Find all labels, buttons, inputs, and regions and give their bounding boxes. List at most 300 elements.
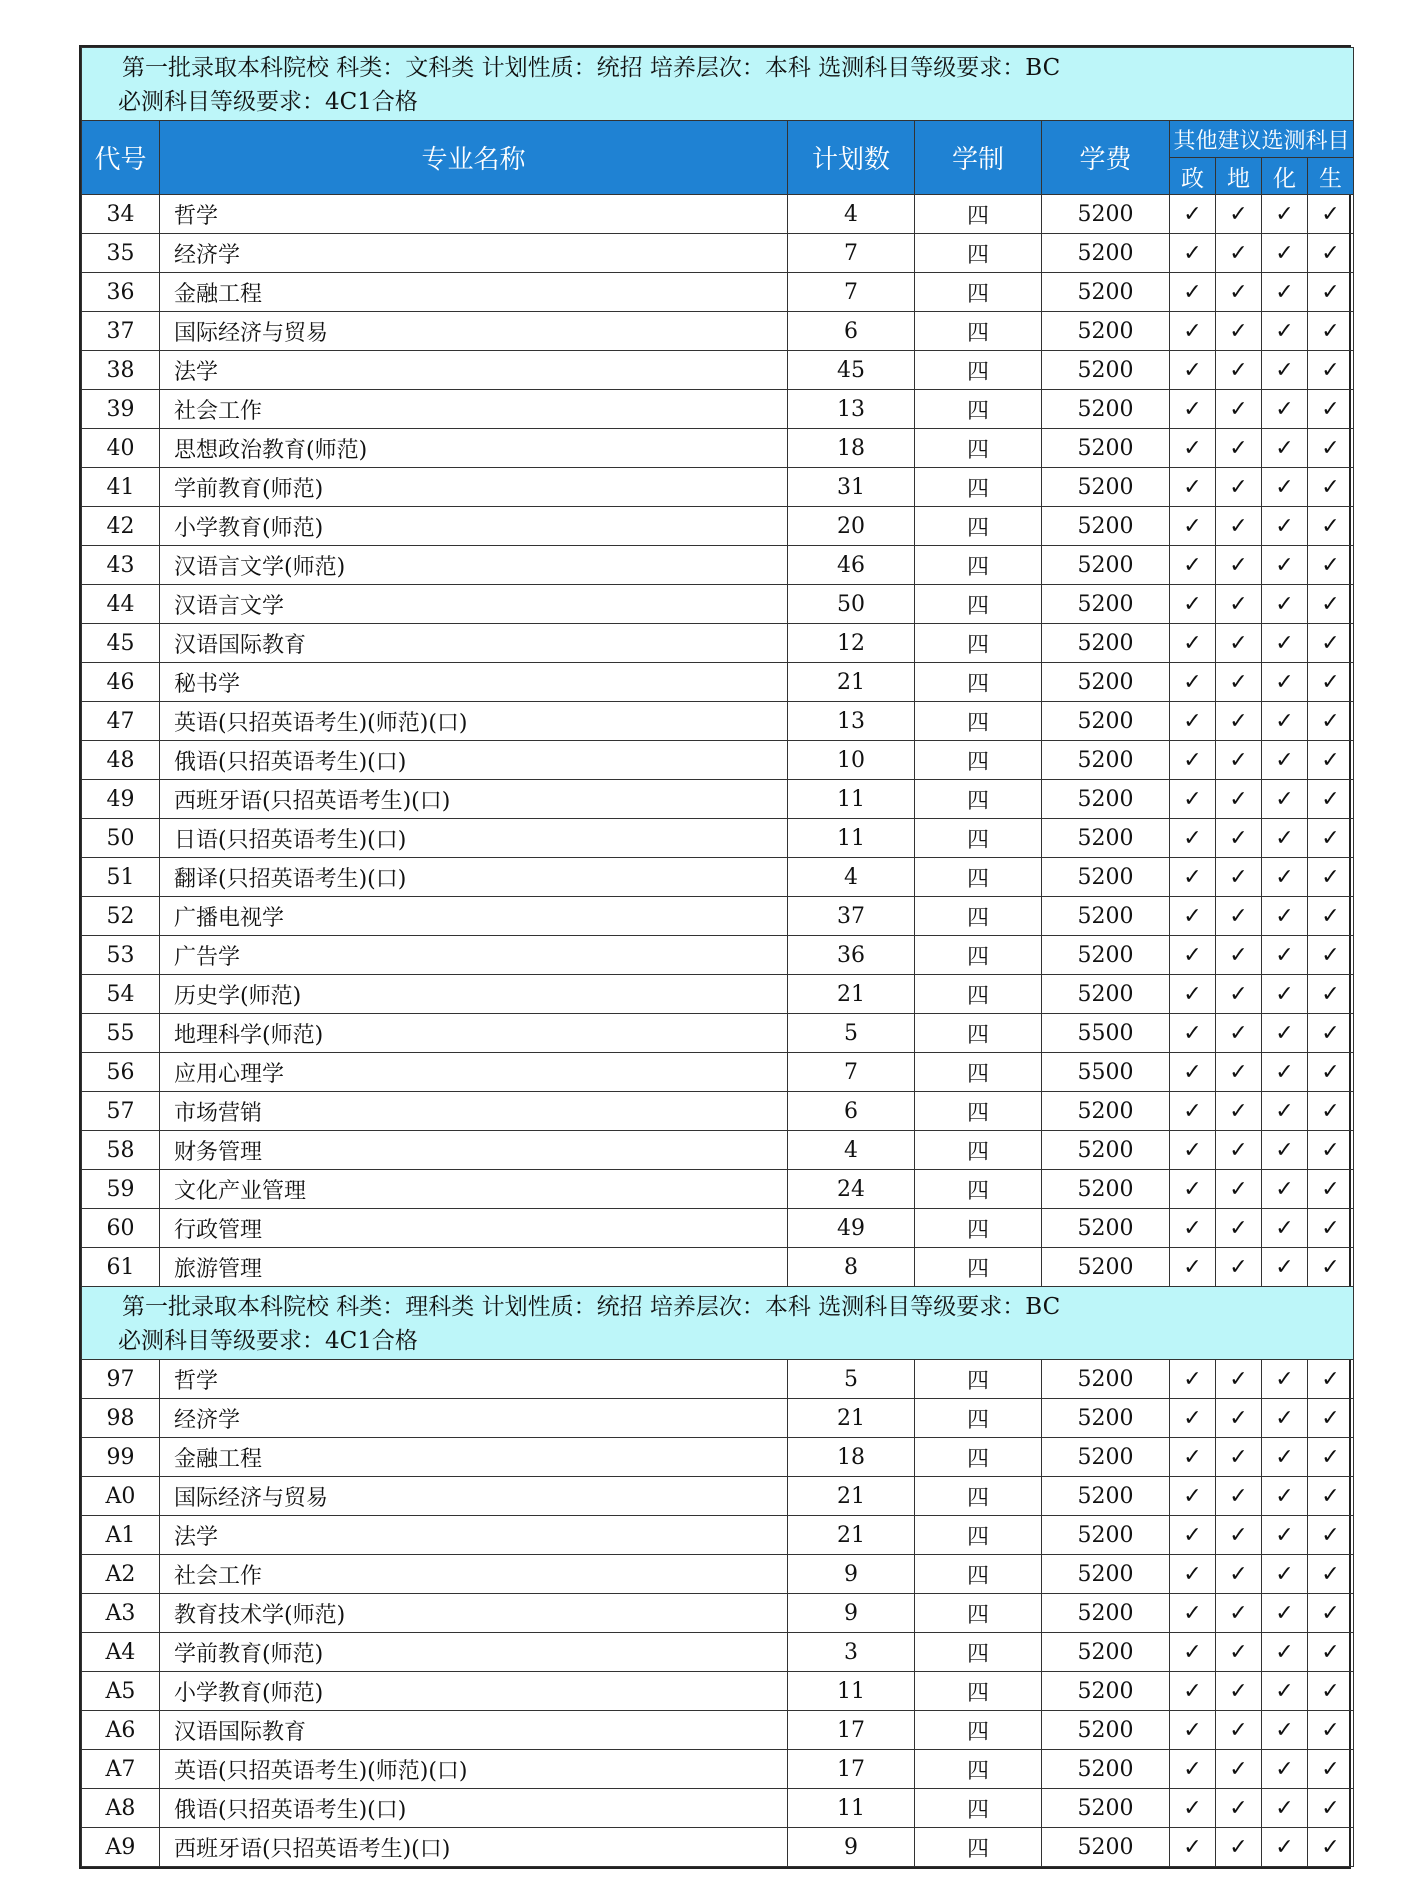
- row-plan-count: 11: [788, 1789, 915, 1828]
- table-row: [82, 624, 1354, 663]
- header-code: 代号: [82, 121, 160, 195]
- check-geography-icon: ✓: [1216, 1555, 1262, 1594]
- row-code: 41: [82, 468, 160, 507]
- check-biology-icon: ✓: [1308, 1789, 1354, 1828]
- row-duration: 四: [915, 1053, 1042, 1092]
- row-fee: 5200: [1042, 1092, 1170, 1131]
- check-geography-icon: ✓: [1216, 858, 1262, 897]
- check-geography-icon: ✓: [1216, 819, 1262, 858]
- row-major-name: 汉语言文学(师范): [160, 546, 788, 585]
- row-code: 50: [82, 819, 160, 858]
- row-duration: 四: [915, 1594, 1042, 1633]
- row-duration: 四: [915, 234, 1042, 273]
- row-plan-count: 4: [788, 1131, 915, 1170]
- table-row: [82, 741, 1354, 780]
- check-chemistry-icon: ✓: [1262, 351, 1308, 390]
- check-geography-icon: ✓: [1216, 897, 1262, 936]
- row-code: 51: [82, 858, 160, 897]
- table-row: [82, 1516, 1354, 1555]
- row-plan-count: 8: [788, 1248, 915, 1287]
- table-row: [82, 780, 1354, 819]
- check-geography-icon: ✓: [1216, 507, 1262, 546]
- check-biology-icon: ✓: [1308, 429, 1354, 468]
- row-duration: 四: [915, 780, 1042, 819]
- row-code: 42: [82, 507, 160, 546]
- check-politics-icon: ✓: [1170, 507, 1216, 546]
- row-fee: 5200: [1042, 1750, 1170, 1789]
- row-major-name: 国际经济与贸易: [160, 312, 788, 351]
- header-subject-politics: 政: [1170, 158, 1216, 195]
- table-row: [82, 663, 1354, 702]
- row-major-name: 哲学: [160, 1360, 788, 1399]
- row-fee: 5200: [1042, 1131, 1170, 1170]
- table-row: [82, 1092, 1354, 1131]
- row-duration: 四: [915, 351, 1042, 390]
- row-plan-count: 4: [788, 858, 915, 897]
- row-major-name: 小学教育(师范): [160, 507, 788, 546]
- check-politics-icon: ✓: [1170, 351, 1216, 390]
- row-code: A5: [82, 1672, 160, 1711]
- table-row: [82, 546, 1354, 585]
- header-subject-biology: 生: [1308, 158, 1354, 195]
- row-plan-count: 5: [788, 1014, 915, 1053]
- check-geography-icon: ✓: [1216, 195, 1262, 234]
- row-duration: 四: [915, 897, 1042, 936]
- row-major-name: 西班牙语(只招英语考生)(口): [160, 780, 788, 819]
- table-row: [82, 1014, 1354, 1053]
- row-major-name: 学前教育(师范): [160, 1633, 788, 1672]
- row-code: 44: [82, 585, 160, 624]
- row-major-name: 思想政治教育(师范): [160, 429, 788, 468]
- row-duration: 四: [915, 429, 1042, 468]
- header-duration: 学制: [915, 121, 1042, 195]
- check-chemistry-icon: ✓: [1262, 1131, 1308, 1170]
- row-fee: 5200: [1042, 1209, 1170, 1248]
- table-row: [82, 1360, 1354, 1399]
- banner-line-1: 第一批录取本科院校 科类：理科类 计划性质：统招 培养层次：本科 选测科目等级要求：BC: [122, 1294, 1061, 1320]
- header-subject-geography: 地: [1216, 158, 1262, 195]
- row-plan-count: 10: [788, 741, 915, 780]
- row-fee: 5200: [1042, 1360, 1170, 1399]
- row-duration: 四: [915, 702, 1042, 741]
- row-major-name: 俄语(只招英语考生)(口): [160, 741, 788, 780]
- row-duration: 四: [915, 1014, 1042, 1053]
- row-duration: 四: [915, 1672, 1042, 1711]
- row-duration: 四: [915, 741, 1042, 780]
- row-code: A8: [82, 1789, 160, 1828]
- check-geography-icon: ✓: [1216, 1711, 1262, 1750]
- check-geography-icon: ✓: [1216, 1092, 1262, 1131]
- table-row: [82, 1828, 1354, 1867]
- check-politics-icon: ✓: [1170, 234, 1216, 273]
- row-fee: 5200: [1042, 585, 1170, 624]
- row-code: 54: [82, 975, 160, 1014]
- table-row: [82, 468, 1354, 507]
- check-politics-icon: ✓: [1170, 1131, 1216, 1170]
- row-plan-count: 13: [788, 390, 915, 429]
- section-banner-cell: [82, 1287, 1354, 1360]
- row-plan-count: 37: [788, 897, 915, 936]
- row-major-name: 经济学: [160, 234, 788, 273]
- row-fee: 5200: [1042, 780, 1170, 819]
- check-chemistry-icon: ✓: [1262, 234, 1308, 273]
- check-politics-icon: ✓: [1170, 624, 1216, 663]
- check-geography-icon: ✓: [1216, 1248, 1262, 1287]
- check-biology-icon: ✓: [1308, 1672, 1354, 1711]
- row-plan-count: 45: [788, 351, 915, 390]
- check-biology-icon: ✓: [1308, 312, 1354, 351]
- table-row: [82, 1555, 1354, 1594]
- row-plan-count: 4: [788, 195, 915, 234]
- admission-plan-table: [81, 47, 1354, 1867]
- row-plan-count: 11: [788, 1672, 915, 1711]
- check-geography-icon: ✓: [1216, 1053, 1262, 1092]
- table-row: [82, 897, 1354, 936]
- check-chemistry-icon: ✓: [1262, 1516, 1308, 1555]
- check-politics-icon: ✓: [1170, 1399, 1216, 1438]
- row-code: 43: [82, 546, 160, 585]
- row-plan-count: 9: [788, 1828, 915, 1867]
- row-code: 99: [82, 1438, 160, 1477]
- check-geography-icon: ✓: [1216, 936, 1262, 975]
- row-plan-count: 11: [788, 780, 915, 819]
- table-header-row: [82, 121, 1354, 158]
- check-chemistry-icon: ✓: [1262, 195, 1308, 234]
- check-politics-icon: ✓: [1170, 897, 1216, 936]
- check-geography-icon: ✓: [1216, 624, 1262, 663]
- check-politics-icon: ✓: [1170, 975, 1216, 1014]
- check-chemistry-icon: ✓: [1262, 1477, 1308, 1516]
- row-major-name: 金融工程: [160, 273, 788, 312]
- check-biology-icon: ✓: [1308, 780, 1354, 819]
- row-fee: 5200: [1042, 468, 1170, 507]
- row-fee: 5200: [1042, 1516, 1170, 1555]
- row-major-name: 应用心理学: [160, 1053, 788, 1092]
- check-politics-icon: ✓: [1170, 390, 1216, 429]
- row-fee: 5200: [1042, 1248, 1170, 1287]
- row-major-name: 文化产业管理: [160, 1170, 788, 1209]
- row-duration: 四: [915, 1248, 1042, 1287]
- row-major-name: 地理科学(师范): [160, 1014, 788, 1053]
- check-chemistry-icon: ✓: [1262, 663, 1308, 702]
- row-major-name: 西班牙语(只招英语考生)(口): [160, 1828, 788, 1867]
- check-politics-icon: ✓: [1170, 468, 1216, 507]
- row-fee: 5200: [1042, 1711, 1170, 1750]
- check-politics-icon: ✓: [1170, 741, 1216, 780]
- row-fee: 5200: [1042, 1477, 1170, 1516]
- row-duration: 四: [915, 819, 1042, 858]
- check-geography-icon: ✓: [1216, 1477, 1262, 1516]
- row-duration: 四: [915, 1360, 1042, 1399]
- row-code: 60: [82, 1209, 160, 1248]
- row-duration: 四: [915, 585, 1042, 624]
- check-politics-icon: ✓: [1170, 1633, 1216, 1672]
- row-major-name: 经济学: [160, 1399, 788, 1438]
- check-geography-icon: ✓: [1216, 975, 1262, 1014]
- check-politics-icon: ✓: [1170, 936, 1216, 975]
- check-chemistry-icon: ✓: [1262, 1828, 1308, 1867]
- check-biology-icon: ✓: [1308, 1399, 1354, 1438]
- check-geography-icon: ✓: [1216, 546, 1262, 585]
- check-biology-icon: ✓: [1308, 624, 1354, 663]
- check-geography-icon: ✓: [1216, 780, 1262, 819]
- check-politics-icon: ✓: [1170, 780, 1216, 819]
- row-fee: 5200: [1042, 546, 1170, 585]
- row-fee: 5200: [1042, 624, 1170, 663]
- check-geography-icon: ✓: [1216, 1828, 1262, 1867]
- check-chemistry-icon: ✓: [1262, 780, 1308, 819]
- row-duration: 四: [915, 1092, 1042, 1131]
- check-chemistry-icon: ✓: [1262, 390, 1308, 429]
- check-geography-icon: ✓: [1216, 1014, 1262, 1053]
- admission-plan-sheet: [79, 45, 1351, 1869]
- check-geography-icon: ✓: [1216, 585, 1262, 624]
- row-code: 39: [82, 390, 160, 429]
- row-fee: 5200: [1042, 1633, 1170, 1672]
- row-duration: 四: [915, 1516, 1042, 1555]
- check-chemistry-icon: ✓: [1262, 273, 1308, 312]
- check-politics-icon: ✓: [1170, 1516, 1216, 1555]
- table-row: [82, 1053, 1354, 1092]
- check-biology-icon: ✓: [1308, 1170, 1354, 1209]
- check-chemistry-icon: ✓: [1262, 858, 1308, 897]
- check-biology-icon: ✓: [1308, 273, 1354, 312]
- section-banner-cell: [82, 48, 1354, 121]
- check-biology-icon: ✓: [1308, 546, 1354, 585]
- check-biology-icon: ✓: [1308, 1750, 1354, 1789]
- check-biology-icon: ✓: [1308, 1594, 1354, 1633]
- row-code: A9: [82, 1828, 160, 1867]
- check-chemistry-icon: ✓: [1262, 936, 1308, 975]
- row-major-name: 俄语(只招英语考生)(口): [160, 1789, 788, 1828]
- row-fee: 5200: [1042, 1672, 1170, 1711]
- row-fee: 5200: [1042, 1555, 1170, 1594]
- row-duration: 四: [915, 975, 1042, 1014]
- row-fee: 5200: [1042, 390, 1170, 429]
- row-fee: 5200: [1042, 195, 1170, 234]
- row-fee: 5200: [1042, 819, 1170, 858]
- row-plan-count: 17: [788, 1750, 915, 1789]
- check-biology-icon: ✓: [1308, 1711, 1354, 1750]
- check-biology-icon: ✓: [1308, 1248, 1354, 1287]
- check-politics-icon: ✓: [1170, 1360, 1216, 1399]
- row-fee: 5500: [1042, 1014, 1170, 1053]
- row-plan-count: 3: [788, 1633, 915, 1672]
- row-code: 58: [82, 1131, 160, 1170]
- row-code: A7: [82, 1750, 160, 1789]
- check-biology-icon: ✓: [1308, 858, 1354, 897]
- row-fee: 5200: [1042, 741, 1170, 780]
- header-subject-chemistry: 化: [1262, 158, 1308, 195]
- table-row: [82, 429, 1354, 468]
- row-plan-count: 9: [788, 1594, 915, 1633]
- check-politics-icon: ✓: [1170, 1248, 1216, 1287]
- table-row: [82, 1399, 1354, 1438]
- row-plan-count: 11: [788, 819, 915, 858]
- check-chemistry-icon: ✓: [1262, 585, 1308, 624]
- check-politics-icon: ✓: [1170, 1594, 1216, 1633]
- check-geography-icon: ✓: [1216, 741, 1262, 780]
- row-major-name: 社会工作: [160, 390, 788, 429]
- row-fee: 5200: [1042, 312, 1170, 351]
- row-fee: 5200: [1042, 1399, 1170, 1438]
- row-fee: 5200: [1042, 1170, 1170, 1209]
- check-biology-icon: ✓: [1308, 234, 1354, 273]
- table-row: [82, 858, 1354, 897]
- row-code: 34: [82, 195, 160, 234]
- check-chemistry-icon: ✓: [1262, 819, 1308, 858]
- row-code: 61: [82, 1248, 160, 1287]
- row-major-name: 汉语言文学: [160, 585, 788, 624]
- table-row: [82, 1209, 1354, 1248]
- row-code: 45: [82, 624, 160, 663]
- check-politics-icon: ✓: [1170, 858, 1216, 897]
- header-major: 专业名称: [160, 121, 788, 195]
- check-politics-icon: ✓: [1170, 663, 1216, 702]
- row-code: A3: [82, 1594, 160, 1633]
- check-geography-icon: ✓: [1216, 1170, 1262, 1209]
- row-plan-count: 18: [788, 1438, 915, 1477]
- check-politics-icon: ✓: [1170, 819, 1216, 858]
- check-biology-icon: ✓: [1308, 819, 1354, 858]
- table-row: [82, 936, 1354, 975]
- check-politics-icon: ✓: [1170, 702, 1216, 741]
- row-duration: 四: [915, 858, 1042, 897]
- check-politics-icon: ✓: [1170, 195, 1216, 234]
- check-chemistry-icon: ✓: [1262, 507, 1308, 546]
- table-row: [82, 312, 1354, 351]
- check-geography-icon: ✓: [1216, 1750, 1262, 1789]
- check-politics-icon: ✓: [1170, 1438, 1216, 1477]
- row-plan-count: 20: [788, 507, 915, 546]
- check-geography-icon: ✓: [1216, 1633, 1262, 1672]
- row-duration: 四: [915, 936, 1042, 975]
- row-duration: 四: [915, 1131, 1042, 1170]
- row-duration: 四: [915, 1209, 1042, 1248]
- row-major-name: 社会工作: [160, 1555, 788, 1594]
- row-duration: 四: [915, 1438, 1042, 1477]
- table-row: [82, 1248, 1354, 1287]
- check-biology-icon: ✓: [1308, 1360, 1354, 1399]
- check-geography-icon: ✓: [1216, 1516, 1262, 1555]
- check-geography-icon: ✓: [1216, 1438, 1262, 1477]
- check-biology-icon: ✓: [1308, 468, 1354, 507]
- check-politics-icon: ✓: [1170, 585, 1216, 624]
- check-politics-icon: ✓: [1170, 312, 1216, 351]
- row-fee: 5200: [1042, 975, 1170, 1014]
- row-major-name: 教育技术学(师范): [160, 1594, 788, 1633]
- row-major-name: 汉语国际教育: [160, 1711, 788, 1750]
- row-fee: 5500: [1042, 1053, 1170, 1092]
- check-biology-icon: ✓: [1308, 1131, 1354, 1170]
- check-politics-icon: ✓: [1170, 1555, 1216, 1594]
- row-duration: 四: [915, 624, 1042, 663]
- check-chemistry-icon: ✓: [1262, 1092, 1308, 1131]
- check-chemistry-icon: ✓: [1262, 1438, 1308, 1477]
- table-row: [82, 195, 1354, 234]
- row-major-name: 小学教育(师范): [160, 1672, 788, 1711]
- row-plan-count: 36: [788, 936, 915, 975]
- check-biology-icon: ✓: [1308, 1828, 1354, 1867]
- table-row: [82, 1131, 1354, 1170]
- row-fee: 5200: [1042, 234, 1170, 273]
- row-major-name: 旅游管理: [160, 1248, 788, 1287]
- check-geography-icon: ✓: [1216, 468, 1262, 507]
- check-politics-icon: ✓: [1170, 1053, 1216, 1092]
- row-duration: 四: [915, 1789, 1042, 1828]
- check-biology-icon: ✓: [1308, 390, 1354, 429]
- row-duration: 四: [915, 1711, 1042, 1750]
- check-biology-icon: ✓: [1308, 663, 1354, 702]
- check-geography-icon: ✓: [1216, 234, 1262, 273]
- row-duration: 四: [915, 312, 1042, 351]
- check-chemistry-icon: ✓: [1262, 624, 1308, 663]
- row-plan-count: 50: [788, 585, 915, 624]
- row-duration: 四: [915, 273, 1042, 312]
- check-geography-icon: ✓: [1216, 390, 1262, 429]
- row-code: 56: [82, 1053, 160, 1092]
- table-row: [82, 273, 1354, 312]
- row-major-name: 学前教育(师范): [160, 468, 788, 507]
- check-biology-icon: ✓: [1308, 1516, 1354, 1555]
- row-plan-count: 7: [788, 1053, 915, 1092]
- row-plan-count: 7: [788, 234, 915, 273]
- check-politics-icon: ✓: [1170, 1092, 1216, 1131]
- check-politics-icon: ✓: [1170, 546, 1216, 585]
- row-code: 49: [82, 780, 160, 819]
- check-politics-icon: ✓: [1170, 273, 1216, 312]
- table-row: [82, 351, 1354, 390]
- check-chemistry-icon: ✓: [1262, 1633, 1308, 1672]
- row-plan-count: 13: [788, 702, 915, 741]
- row-plan-count: 9: [788, 1555, 915, 1594]
- check-chemistry-icon: ✓: [1262, 1789, 1308, 1828]
- row-fee: 5200: [1042, 702, 1170, 741]
- row-code: A2: [82, 1555, 160, 1594]
- header-plan: 计划数: [788, 121, 915, 195]
- check-chemistry-icon: ✓: [1262, 429, 1308, 468]
- check-biology-icon: ✓: [1308, 351, 1354, 390]
- check-biology-icon: ✓: [1308, 702, 1354, 741]
- check-chemistry-icon: ✓: [1262, 1672, 1308, 1711]
- check-biology-icon: ✓: [1308, 507, 1354, 546]
- table-row: [82, 1750, 1354, 1789]
- check-geography-icon: ✓: [1216, 1594, 1262, 1633]
- check-geography-icon: ✓: [1216, 273, 1262, 312]
- check-geography-icon: ✓: [1216, 1131, 1262, 1170]
- table-row: [82, 390, 1354, 429]
- check-chemistry-icon: ✓: [1262, 312, 1308, 351]
- row-duration: 四: [915, 1399, 1042, 1438]
- row-duration: 四: [915, 1477, 1042, 1516]
- row-code: 40: [82, 429, 160, 468]
- row-major-name: 财务管理: [160, 1131, 788, 1170]
- row-major-name: 英语(只招英语考生)(师范)(口): [160, 702, 788, 741]
- check-chemistry-icon: ✓: [1262, 1170, 1308, 1209]
- check-biology-icon: ✓: [1308, 1633, 1354, 1672]
- row-major-name: 汉语国际教育: [160, 624, 788, 663]
- row-fee: 5200: [1042, 858, 1170, 897]
- table-row: [82, 1789, 1354, 1828]
- row-duration: 四: [915, 468, 1042, 507]
- check-politics-icon: ✓: [1170, 1672, 1216, 1711]
- check-biology-icon: ✓: [1308, 897, 1354, 936]
- header-other-subjects: 其他建议选测科目: [1170, 121, 1354, 158]
- row-code: 38: [82, 351, 160, 390]
- check-geography-icon: ✓: [1216, 1672, 1262, 1711]
- row-duration: 四: [915, 546, 1042, 585]
- row-duration: 四: [915, 507, 1042, 546]
